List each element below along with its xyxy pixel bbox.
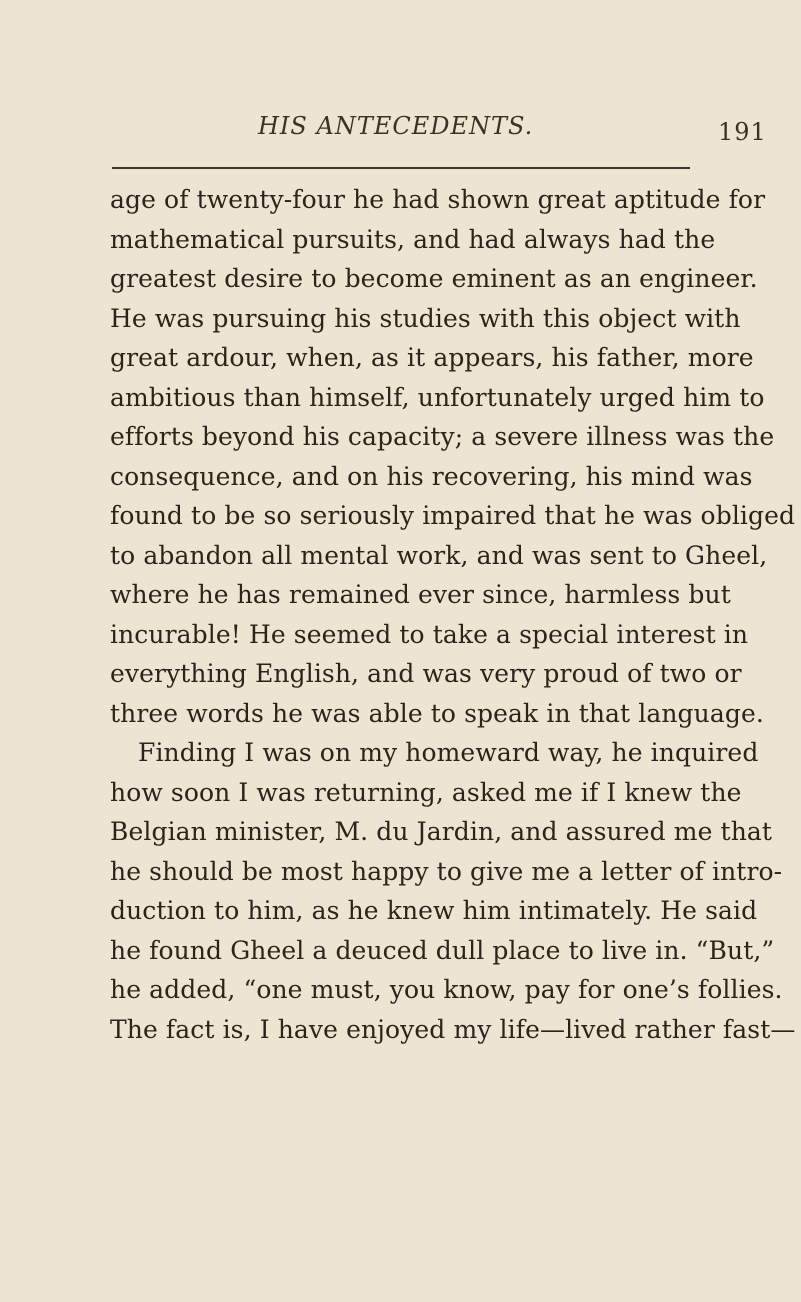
text-line: age of twenty-four he had shown great aptitude for [110,185,766,214]
page-number: 191 [718,118,767,146]
text-line: he found Gheel a deuced dull place to live in. “But,” [110,935,775,965]
text-line: three words he was able to speak in that language. [110,698,764,728]
text-line: consequence, and on his recovering, his mind was [110,461,753,491]
text-line: where he has remained ever since, harmless but [110,580,731,609]
text-line: he should be most happy to give me a letter of intro- [110,856,783,886]
text-line: to abandon all mental work, and was sent to Gheel, [110,540,768,570]
text-line: duction to him, as he knew him intimately. He said [110,896,758,925]
text-line: he added, “one must, you know, pay for one’s follies. [110,975,783,1004]
text-line: efforts beyond his capacity; a severe illness was the [110,422,775,451]
text-line: found to be so seriously impaired that he was obliged [110,501,796,530]
text-line: ambitious than himself, unfortunately urged him to [110,382,765,412]
header-rule [112,167,690,169]
text-line: Belgian minister, M. du Jardin, and assured me that [110,817,773,846]
text-line: how soon I was returning, asked me if I knew the [110,777,742,807]
text-line: greatest desire to become eminent as an engineer. [110,264,758,293]
text-line: great ardour, when, as it appears, his father, more [110,343,754,372]
running-head: HIS ANTECEDENTS. [258,112,534,140]
text-line: The fact is, I have enjoyed my life—lived rather fast— [110,1014,796,1044]
text-line: mathematical pursuits, and had always had the [110,224,716,254]
text-line: everything English, and was very proud of two or [110,659,742,688]
paragraph-first-line: Finding I was on my homeward way, he inquired [138,738,759,767]
text-line: He was pursuing his studies with this object with [110,303,741,333]
text-line: incurable! He seemed to take a special interest in [110,619,749,649]
body-text [110,180,796,1049]
